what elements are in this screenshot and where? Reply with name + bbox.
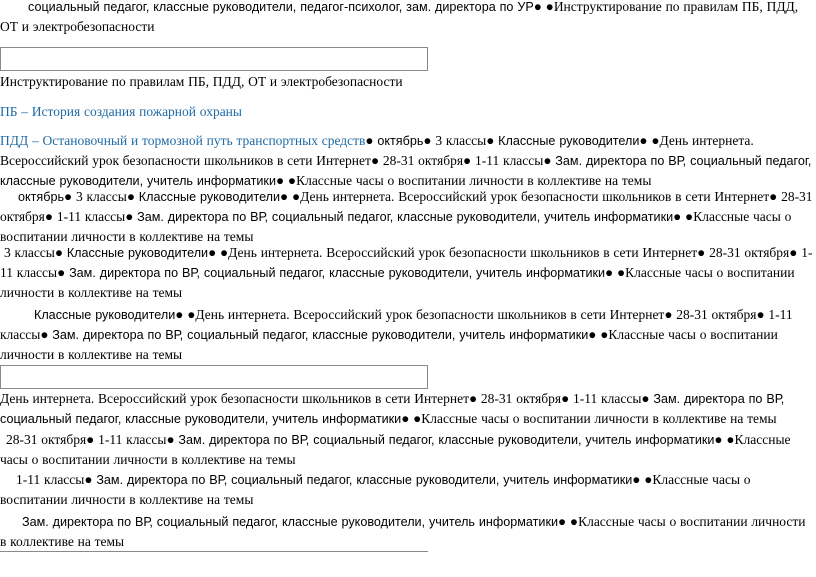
instruction-text: Инструктирование по правилам ПБ, ПДД, ОТ и электробезопасности: [0, 0, 799, 34]
bullet-icon: ● ●: [605, 265, 626, 280]
pdd-block: ПДД – Остановочный и тормозной путь транспортных средств● октябрь● 3 классы● Классные руководители● ●День интернета. Всероссийский урок безопасности школьников в сети Интернет● 28-31 октября● 1-11 классы● Зам. директора по ВР, социальный педагог, классные руководители, учитель информатики● ●Классные часы о воспитании личности в коллективе на темы: [0, 133, 812, 188]
bullet-icon: ●: [84, 472, 93, 487]
bullet-icon: ●: [64, 189, 73, 204]
bullet-icon: ●: [57, 265, 66, 280]
internet-day-block: День интернета. Всероссийский урок безопасности школьников в сети Интернет● 28-31 октября● 1-11 классы● Зам. директора по ВР, социальный педагог, классные руководители, учитель информатики● ●Классные часы о воспитании личности в коллективе на темы: [0, 391, 785, 426]
staff-block: Зам. директора по ВР, социальный педагог, классные руководители, учитель информатики● ●Классные часы о воспитании личности в коллективе на темы: [0, 514, 806, 549]
bullet-icon: ●: [125, 209, 134, 224]
dates-block: 28-31 октября● 1-11 классы● Зам. директора по ВР, социальный педагог, классные руководители, учитель информатики● ●Классные часы о воспитании личности в коллективе на темы: [0, 432, 791, 467]
bullet-icon: ● ●: [557, 514, 579, 529]
bullet-icon: ●: [561, 391, 570, 406]
bullet-icon: ●: [697, 245, 706, 260]
bullet-icon: ●: [370, 153, 380, 168]
bullet-icon: ● ●: [639, 133, 660, 148]
bullet-icon: ● ●: [588, 327, 609, 342]
bullet-icon: ●: [664, 307, 673, 322]
bullet-icon: ● ●: [208, 245, 229, 260]
link-pdd[interactable]: ПДД – Остановочный и тормозной путь транспортных средств: [0, 133, 366, 148]
teachers-block: Классные руководители● ●День интернета. Всероссийский урок безопасности школьников в сети Интернет● 28-31 октября● 1-11 классы● Зам. директора по ВР, социальный педагог, классные руководители, учитель информатики● ●Классные часы о воспитании личности в коллективе на темы: [0, 307, 793, 362]
bullet-icon: ●: [468, 391, 478, 406]
october-block: октябрь● 3 классы● Классные руководители● ●День интернета. Всероссийский урок безопасности школьников в сети Интернет● 28-31 октября● 1-11 классы● Зам. директора по ВР, социальный педагог, классные руководители, учитель информатики● ●Классные часы о воспитании личности в коллективе на темы: [0, 189, 813, 244]
bullet-icon: ●: [756, 307, 765, 322]
bullet-icon: ●: [641, 391, 650, 406]
bullet-icon: ●: [86, 432, 95, 447]
bullet-icon: ●: [486, 133, 495, 148]
grade3-block: 3 классы● Классные руководители● ●День интернета. Всероссийский урок безопасности школьников в сети Интернет● 28-31 октября● 1-11 классы● Зам. директора по ВР, социальный педагог, классные руководители, учитель информатики● ●Классные часы о воспитании личности в коллективе на темы: [0, 245, 813, 300]
staff-text: социальный педагог, классные руководители, педагог-психолог, зам. директора по УР: [28, 0, 534, 14]
bullet-icon: ●: [769, 189, 778, 204]
bullet-icon: ● ●: [401, 411, 422, 426]
bullet-icon: ● ●: [533, 0, 554, 14]
divider: [0, 551, 428, 552]
blank-cell: [0, 365, 428, 389]
bullet-icon: ● ●: [714, 432, 735, 447]
instruction-heading: Инструктирование по правилам ПБ, ПДД, ОТ и электробезопасности: [0, 74, 403, 89]
link-pb-history[interactable]: ПБ – История создания пожарной охраны: [0, 104, 242, 119]
bullet-icon: ●: [789, 245, 798, 260]
bullet-icon: ● ●: [275, 173, 297, 188]
bullet-icon: ● ●: [280, 189, 301, 204]
bullet-icon: ●: [54, 245, 64, 260]
bullet-icon: ●: [126, 189, 135, 204]
bullet-icon: ●: [423, 133, 432, 148]
bullet-icon: ●: [44, 209, 54, 224]
bullet-icon: ● ●: [175, 307, 196, 322]
bullet-icon: ●: [166, 432, 175, 447]
bullet-icon: ●: [463, 153, 472, 168]
bullet-icon: ● ●: [673, 209, 694, 224]
bullet-icon: ●: [365, 133, 374, 148]
text-block-1: [0, 0, 814, 36]
bullet-icon: ●: [543, 153, 552, 168]
bullet-icon: ●: [40, 327, 49, 342]
blank-cell: [0, 47, 428, 71]
bullet-icon: ● ●: [632, 472, 653, 487]
classes11-block: 1-11 классы● Зам. директора по ВР, социальный педагог, классные руководители, учитель информатики● ●Классные часы о воспитании личности в коллективе на темы: [0, 472, 751, 507]
